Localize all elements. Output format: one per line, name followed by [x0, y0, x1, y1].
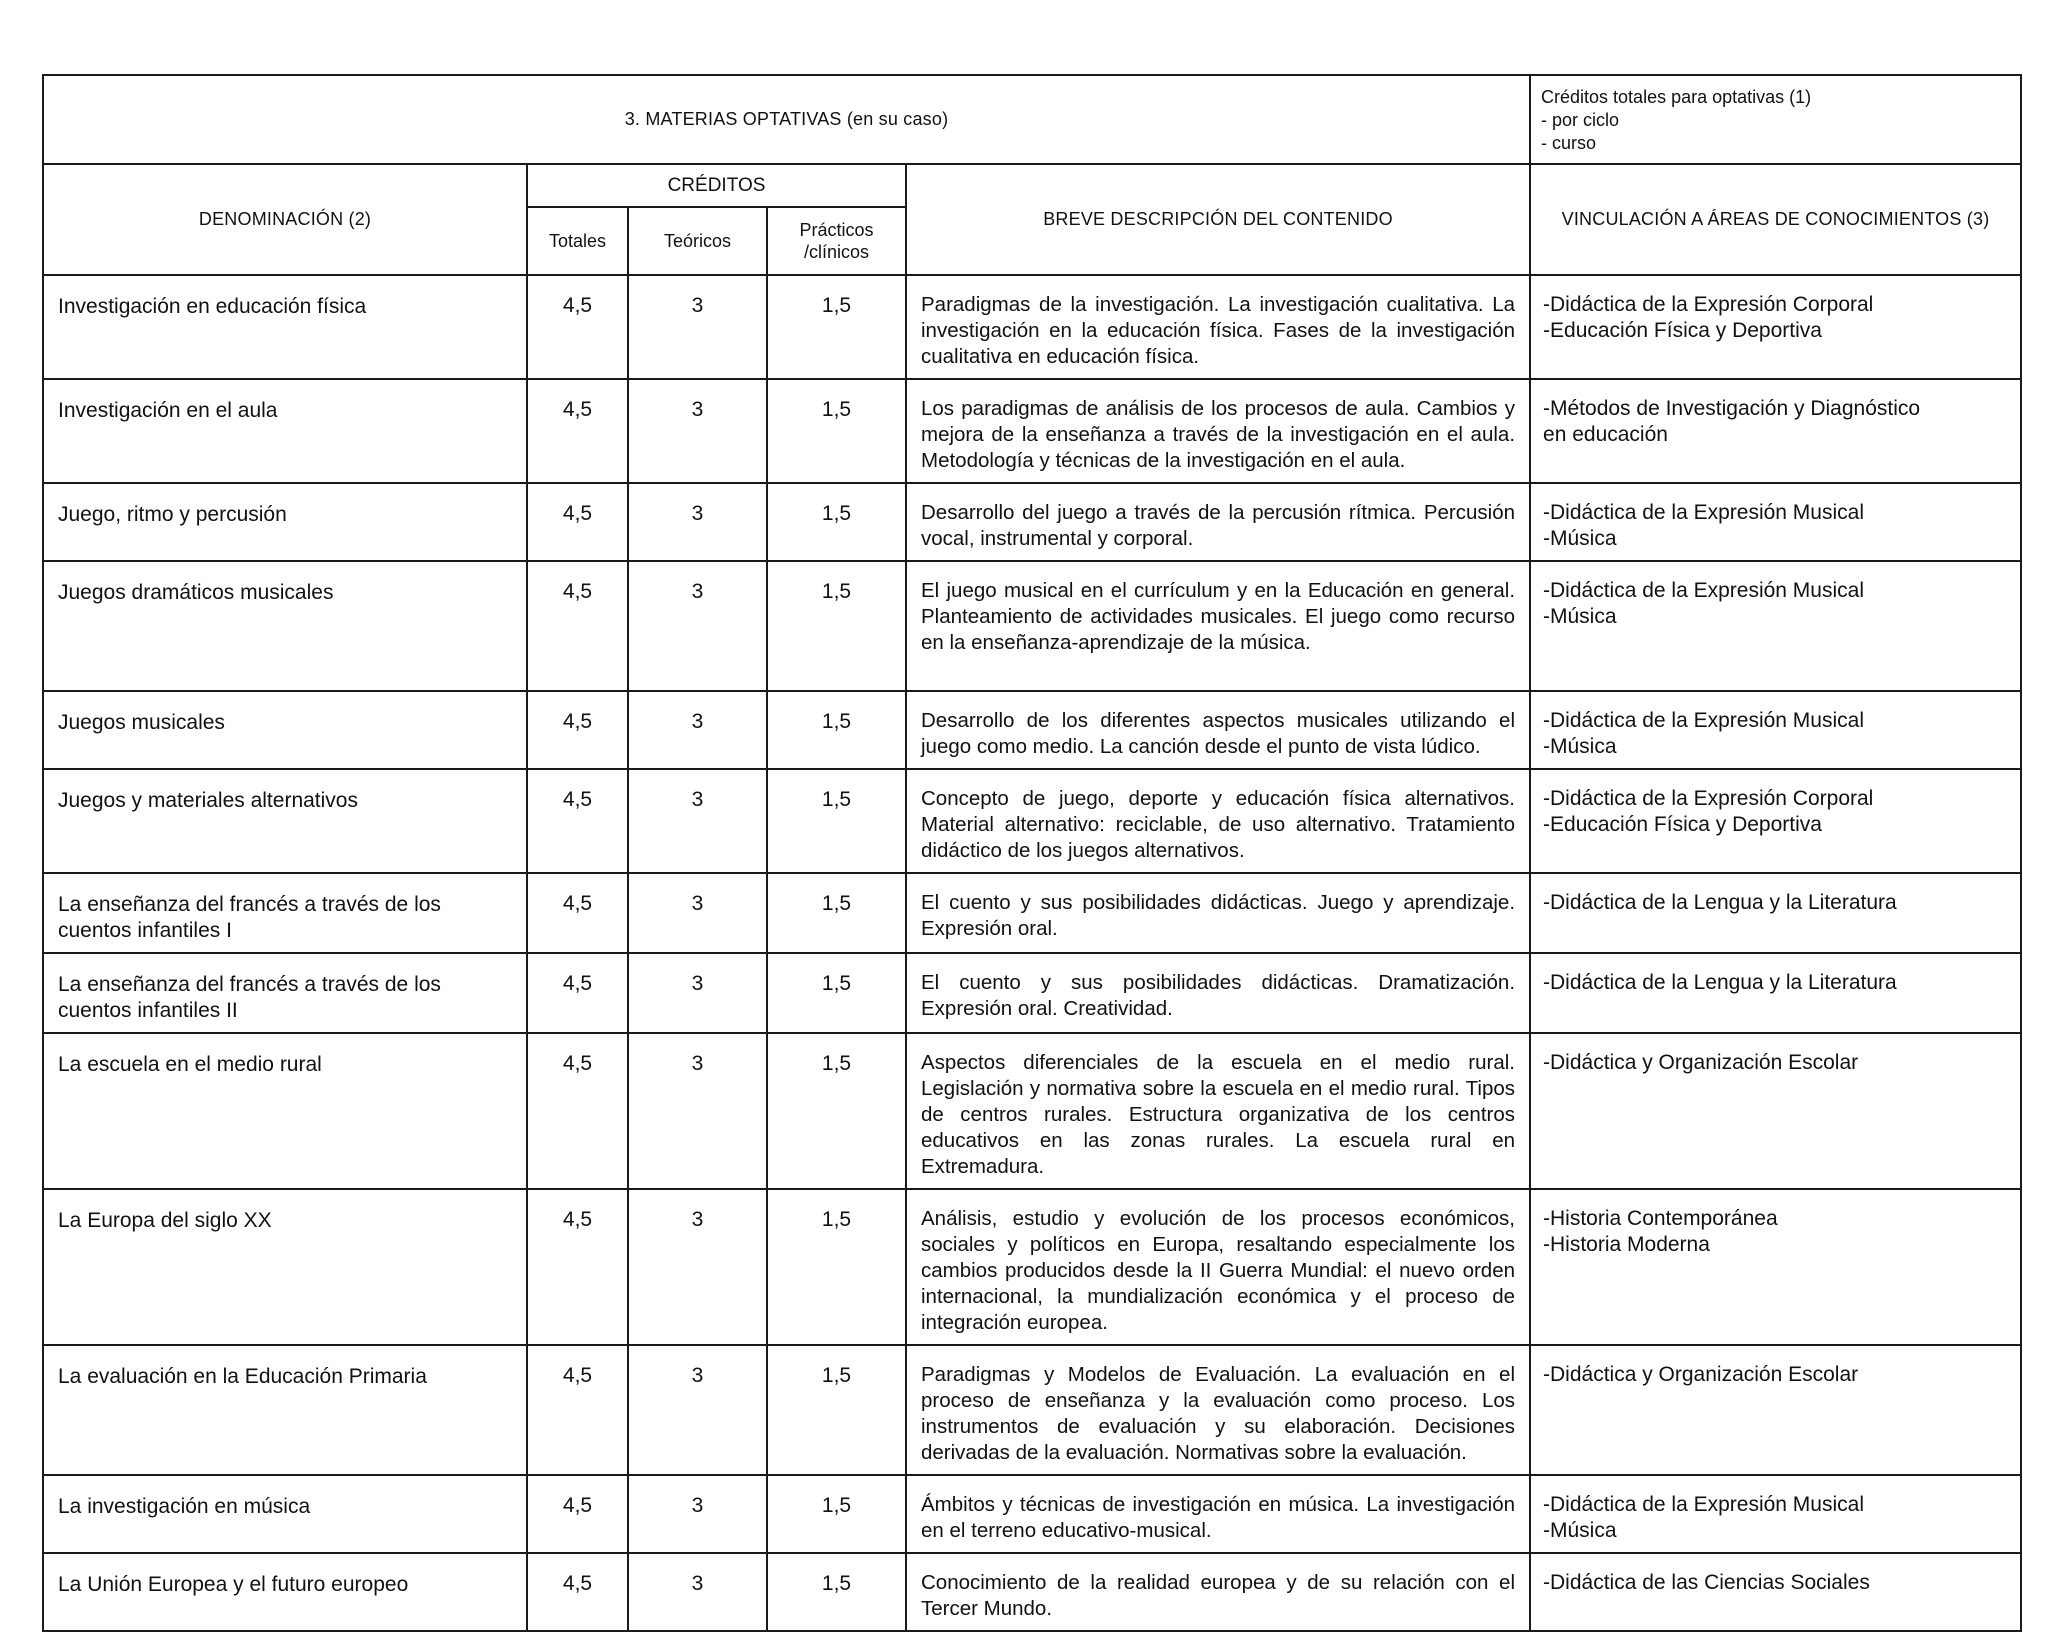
subject-name: Investigación en el aula [43, 379, 527, 483]
credits-practicos: 1,5 [767, 1553, 906, 1631]
content-description: Desarrollo del juego a través de la percusión rítmica. Percusión vocal, instrumental y corporal. [906, 483, 1530, 561]
credits-totales: 4,5 [527, 1345, 628, 1475]
knowledge-areas [1530, 275, 2021, 379]
credits-totales: 4,5 [527, 561, 628, 691]
credits-teoricos: 3 [628, 275, 767, 379]
optativas-table-container [42, 74, 2020, 1632]
subject-name: Juegos y materiales alternativos [43, 769, 527, 873]
knowledge-areas [1530, 483, 2021, 561]
knowledge-area-item: -Didáctica de la Expresión Musical [1543, 501, 1864, 524]
table-row [43, 953, 2021, 1033]
credits-teoricos: 3 [628, 1189, 767, 1345]
subject-name: Juegos musicales [43, 691, 527, 769]
subject-name: La evaluación en la Educación Primaria [43, 1345, 527, 1475]
credits-practicos: 1,5 [767, 379, 906, 483]
knowledge-areas [1530, 691, 2021, 769]
knowledge-areas [1530, 1475, 2021, 1553]
knowledge-area-item: -Historia Moderna [1543, 1233, 1710, 1256]
credits-teoricos: 3 [628, 1553, 767, 1631]
content-description: El cuento y sus posibilidades didácticas. Dramatización. Expresión oral. Creatividad. [906, 953, 1530, 1033]
credits-teoricos: 3 [628, 691, 767, 769]
knowledge-area-item: -Didáctica de las Ciencias Sociales [1543, 1571, 1870, 1594]
subject-name: Juego, ritmo y percusión [43, 483, 527, 561]
col-header-denominacion: DENOMINACIÓN (2) [43, 164, 527, 275]
col-header-totales: Totales [527, 207, 628, 275]
knowledge-area-item: -Didáctica de la Expresión Corporal [1543, 293, 1874, 316]
subject-name: La investigación en música [43, 1475, 527, 1553]
content-description: Concepto de juego, deporte y educación física alternativos. Material alternativo: reciclable, de uso alternativo. Tratamiento didáctico de los juegos alternativos. [906, 769, 1530, 873]
credits-practicos: 1,5 [767, 275, 906, 379]
knowledge-area-item: -Didáctica de la Expresión Corporal [1543, 787, 1874, 810]
knowledge-areas [1530, 873, 2021, 953]
credits-info-line: - por ciclo [1541, 110, 1620, 130]
content-description: Desarrollo de los diferentes aspectos musicales utilizando el juego como medio. La canción desde el punto de vista lúdico. [906, 691, 1530, 769]
optativas-table [42, 74, 2022, 1632]
credits-totales: 4,5 [527, 379, 628, 483]
content-description: Aspectos diferenciales de la escuela en el medio rural. Legislación y normativa sobre la escuela en el medio rural. Tipos de centros rurales. Estructura organizativa de los centros educativos en las zonas rurales. La escuela rural en Extremadura. [906, 1033, 1530, 1189]
table-row [43, 275, 2021, 379]
table-row [43, 561, 2021, 691]
credits-practicos: 1,5 [767, 483, 906, 561]
content-description: Paradigmas y Modelos de Evaluación. La evaluación en el proceso de enseñanza y la evaluación como proceso. Los instrumentos de evaluación y su elaboración. Decisiones derivadas de la evaluación. Normativas sobre la evaluación. [906, 1345, 1530, 1475]
credits-teoricos: 3 [628, 1475, 767, 1553]
credits-practicos: 1,5 [767, 691, 906, 769]
header-row-1 [43, 164, 2021, 207]
table-row [43, 769, 2021, 873]
knowledge-area-item: -Educación Física y Deportiva [1543, 813, 1822, 836]
credits-totales: 4,5 [527, 275, 628, 379]
col-header-vinculacion: VINCULACIÓN A ÁREAS DE CONOCIMIENTOS (3) [1530, 164, 2021, 275]
credits-practicos: 1,5 [767, 561, 906, 691]
credits-totales: 4,5 [527, 953, 628, 1033]
knowledge-area-item: -Historia Contemporánea [1543, 1207, 1778, 1230]
knowledge-areas [1530, 1189, 2021, 1345]
col-header-descripcion: BREVE DESCRIPCIÓN DEL CONTENIDO [906, 164, 1530, 275]
credits-totales: 4,5 [527, 483, 628, 561]
knowledge-area-item: en educación [1543, 423, 1668, 446]
col-header-practicos: Prácticos /clínicos [767, 207, 906, 275]
credits-info [1530, 75, 2021, 164]
credits-practicos: 1,5 [767, 953, 906, 1033]
credits-totales: 4,5 [527, 1033, 628, 1189]
knowledge-area-item: -Música [1543, 735, 1617, 758]
content-description: Ámbitos y técnicas de investigación en música. La investigación en el terreno educativo-musical. [906, 1475, 1530, 1553]
credits-totales: 4,5 [527, 1553, 628, 1631]
subject-name: La enseñanza del francés a través de los cuentos infantiles II [43, 953, 527, 1033]
subject-name: Investigación en educación física [43, 275, 527, 379]
knowledge-area-item: -Didáctica de la Expresión Musical [1543, 1493, 1864, 1516]
credits-practicos: 1,5 [767, 1189, 906, 1345]
credits-teoricos: 3 [628, 953, 767, 1033]
credits-practicos: 1,5 [767, 769, 906, 873]
table-row [43, 379, 2021, 483]
credits-teoricos: 3 [628, 1033, 767, 1189]
table-row [43, 1189, 2021, 1345]
knowledge-area-item: -Educación Física y Deportiva [1543, 319, 1822, 342]
subject-name: La enseñanza del francés a través de los cuentos infantiles I [43, 873, 527, 953]
credits-totales: 4,5 [527, 769, 628, 873]
knowledge-area-item: -Música [1543, 605, 1617, 628]
knowledge-areas [1530, 769, 2021, 873]
knowledge-area-item: -Didáctica y Organización Escolar [1543, 1051, 1859, 1074]
knowledge-area-item: -Didáctica de la Lengua y la Literatura [1543, 891, 1897, 914]
col-header-creditos: CRÉDITOS [527, 164, 906, 207]
table-row [43, 1475, 2021, 1553]
table-row [43, 691, 2021, 769]
credits-info-line: - curso [1541, 133, 1597, 153]
content-description: El cuento y sus posibilidades didácticas. Juego y aprendizaje. Expresión oral. [906, 873, 1530, 953]
content-description: Los paradigmas de análisis de los procesos de aula. Cambios y mejora de la enseñanza a través de la investigación en el aula. Metodología y técnicas de la investigación en el aula. [906, 379, 1530, 483]
credits-practicos: 1,5 [767, 1033, 906, 1189]
credits-info-line: Créditos totales para optativas (1) [1541, 87, 1812, 107]
credits-practicos: 1,5 [767, 873, 906, 953]
credits-teoricos: 3 [628, 561, 767, 691]
knowledge-areas [1530, 1345, 2021, 1475]
content-description: El juego musical en el currículum y en la Educación en general. Planteamiento de actividades musicales. El juego como recurso en la enseñanza-aprendizaje de la música. [906, 561, 1530, 691]
knowledge-areas [1530, 379, 2021, 483]
knowledge-area-item: -Métodos de Investigación y Diagnóstico [1543, 397, 1921, 420]
subject-name: La escuela en el medio rural [43, 1033, 527, 1189]
knowledge-areas [1530, 1553, 2021, 1631]
knowledge-area-item: -Música [1543, 1519, 1617, 1542]
knowledge-area-item: -Didáctica de la Expresión Musical [1543, 709, 1864, 732]
credits-totales: 4,5 [527, 691, 628, 769]
subject-name: La Unión Europea y el futuro europeo [43, 1553, 527, 1631]
credits-teoricos: 3 [628, 873, 767, 953]
credits-teoricos: 3 [628, 769, 767, 873]
credits-totales: 4,5 [527, 1475, 628, 1553]
subject-name: La Europa del siglo XX [43, 1189, 527, 1345]
credits-teoricos: 3 [628, 483, 767, 561]
knowledge-area-item: -Didáctica de la Expresión Musical [1543, 579, 1864, 602]
content-description: Conocimiento de la realidad europea y de su relación con el Tercer Mundo. [906, 1553, 1530, 1631]
knowledge-areas [1530, 1033, 2021, 1189]
credits-teoricos: 3 [628, 1345, 767, 1475]
credits-teoricos: 3 [628, 379, 767, 483]
table-row [43, 873, 2021, 953]
section-title: 3. MATERIAS OPTATIVAS (en su caso) [43, 75, 1530, 164]
table-row [43, 1033, 2021, 1189]
knowledge-area-item: -Didáctica y Organización Escolar [1543, 1363, 1859, 1386]
knowledge-area-item: -Música [1543, 527, 1617, 550]
credits-practicos: 1,5 [767, 1475, 906, 1553]
col-header-teoricos: Teóricos [628, 207, 767, 275]
knowledge-area-item: -Didáctica de la Lengua y la Literatura [1543, 971, 1897, 994]
table-row [43, 1345, 2021, 1475]
content-description: Paradigmas de la investigación. La investigación cualitativa. La investigación en la educación física. Fases de la investigación cualitativa en educación física. [906, 275, 1530, 379]
credits-practicos: 1,5 [767, 1345, 906, 1475]
knowledge-areas [1530, 561, 2021, 691]
table-row [43, 1553, 2021, 1631]
table-row [43, 483, 2021, 561]
credits-totales: 4,5 [527, 873, 628, 953]
content-description: Análisis, estudio y evolución de los procesos económicos, sociales y políticos en Europa, resaltando especialmente los cambios producidos desde la II Guerra Mundial: el nuevo orden internacional, la mundialización económica y el proceso de integración europea. [906, 1189, 1530, 1345]
credits-totales: 4,5 [527, 1189, 628, 1345]
knowledge-areas [1530, 953, 2021, 1033]
subject-name: Juegos dramáticos musicales [43, 561, 527, 691]
title-row [43, 75, 2021, 164]
